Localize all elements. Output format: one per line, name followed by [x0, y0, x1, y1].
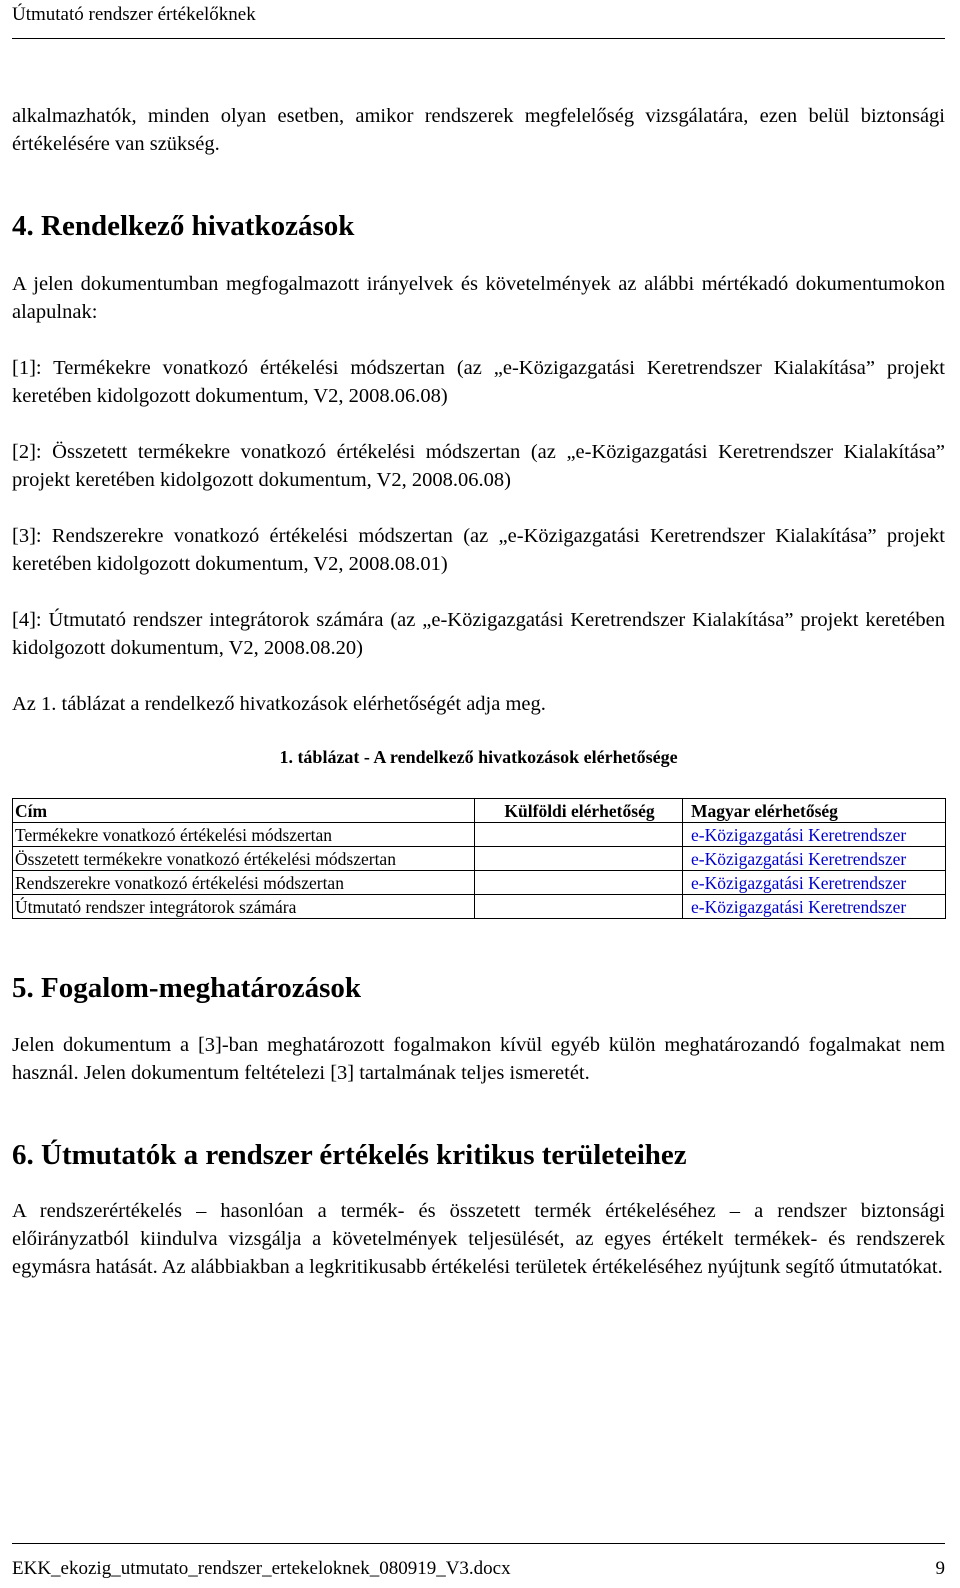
- section-6-body: A rendszerértékelés – hasonlóan a termék- és összetett termék értékeléséhez – a rendszer biztonsági előirányzatból kiindulva vizsgálja a követelmények teljesülését, az egyes értékelt termékek- és rendszerek egymásra hatását. Az alábbiakban a legkritikusabb értékelési területek értékeléséhez nyújtunk segítő útmutatókat.: [12, 1200, 945, 1278]
- page-header: [12, 4, 945, 39]
- reference-3: [3]: Rendszerekre vonatkozó értékelési módszertan (az „e-Közigazgatási Keretrendszer Kialakítása” projekt keretében kidolgozott dokumentum, V2, 2008.08.01): [12, 525, 945, 575]
- cell-title: Termékekre vonatkozó értékelési módszertan: [13, 823, 475, 847]
- document-page: [12, 0, 945, 1588]
- table-header-row: [13, 799, 946, 823]
- reference-1: [1]: Termékekre vonatkozó értékelési módszertan (az „e-Közigazgatási Keretrendszer Kialakítása” projekt keretében kidolgozott dokumentum, V2, 2008.06.08): [12, 357, 945, 407]
- column-header-hungarian: Magyar elérhetőség: [683, 799, 946, 823]
- table-row: [13, 895, 946, 919]
- reference-4: [4]: Útmutató rendszer integrátorok számára (az „e-Közigazgatási Keretrendszer Kialakítása” projekt keretében kidolgozott dokumentum, V2, 2008.08.20): [12, 609, 945, 659]
- cell-title: Rendszerekre vonatkozó értékelési módszertan: [13, 871, 475, 895]
- cell-foreign: [475, 847, 683, 871]
- table-intro: Az 1. táblázat a rendelkező hivatkozások elérhetőségét adja meg.: [12, 693, 546, 715]
- table-row: [13, 823, 946, 847]
- column-header-title: Cím: [13, 799, 475, 823]
- reference-2: [2]: Összetett termékekre vonatkozó értékelési módszertan (az „e-Közigazgatási Keretrendszer Kialakítása” projekt keretében kidolgozott dokumentum, V2, 2008.06.08): [12, 441, 945, 491]
- table-row: [13, 847, 946, 871]
- table-row: [13, 871, 946, 895]
- cell-hungarian-link[interactable]: e-Közigazgatási Keretrendszer: [683, 823, 946, 847]
- section-4-intro: A jelen dokumentumban megfogalmazott irányelvek és követelmények az alábbi mértékadó dokumentumokon alapulnak:: [12, 273, 945, 323]
- cell-foreign: [475, 871, 683, 895]
- page-footer: [12, 1543, 945, 1584]
- cell-hungarian-link[interactable]: e-Közigazgatási Keretrendszer: [683, 871, 946, 895]
- section-6-heading: 6. Útmutatók a rendszer értékelés kritikus területeihez: [12, 1139, 687, 1171]
- section-5-heading: 5. Fogalom-meghatározások: [12, 972, 362, 1004]
- column-header-foreign: Külföldi elérhetőség: [475, 799, 683, 823]
- cell-foreign: [475, 823, 683, 847]
- page-number: 9: [935, 1558, 945, 1579]
- footer-filename: EKK_ekozig_utmutato_rendszer_ertekeloknek_080919_V3.docx: [12, 1558, 511, 1579]
- section-4-heading: 4. Rendelkező hivatkozások: [12, 210, 355, 242]
- header-title: Útmutató rendszer értékelőknek: [12, 4, 256, 25]
- section-5-body: Jelen dokumentum a [3]-ban meghatározott fogalmakon kívül egyéb külön meghatározandó fogalmakat nem használ. Jelen dokumentum feltételezi [3] tartalmának teljes ismeretét.: [12, 1034, 945, 1084]
- cell-hungarian-link[interactable]: e-Közigazgatási Keretrendszer: [683, 847, 946, 871]
- intro-paragraph: alkalmazhatók, minden olyan esetben, amikor rendszerek megfelelőség vizsgálatára, ezen belül biztonsági értékelésére van szükség.: [12, 105, 945, 155]
- cell-title: Összetett termékekre vonatkozó értékelési módszertan: [13, 847, 475, 871]
- cell-foreign: [475, 895, 683, 919]
- cell-hungarian-link[interactable]: e-Közigazgatási Keretrendszer: [683, 895, 946, 919]
- cell-title: Útmutató rendszer integrátorok számára: [13, 895, 475, 919]
- table-caption: 1. táblázat - A rendelkező hivatkozások elérhetősége: [279, 747, 678, 767]
- references-table: [12, 798, 946, 919]
